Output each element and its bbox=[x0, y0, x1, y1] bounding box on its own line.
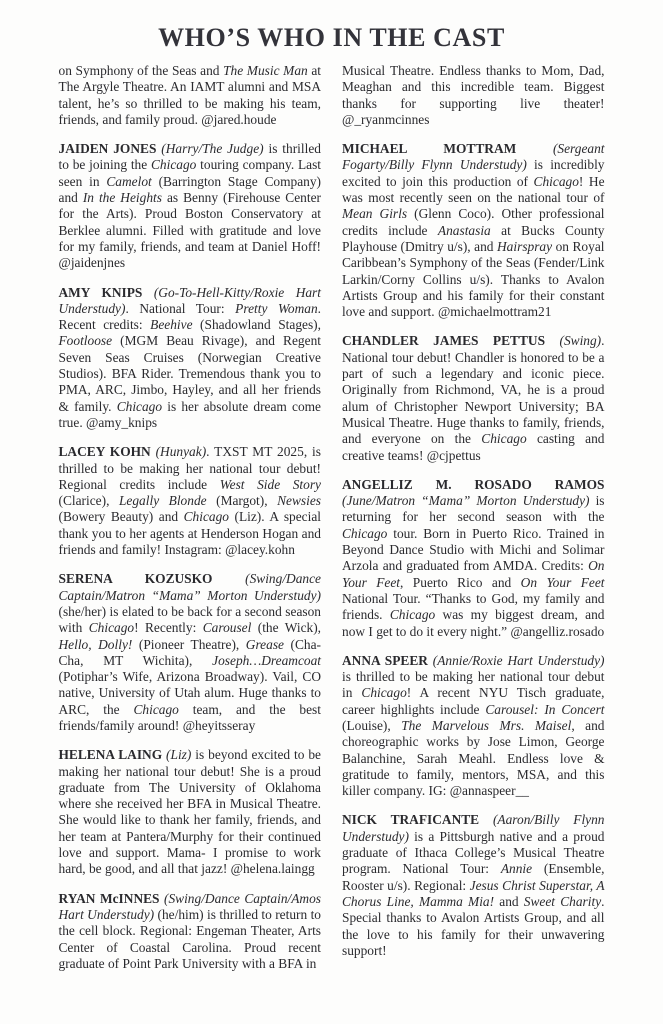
bio-text: . National Tour: bbox=[125, 300, 236, 316]
bio-text: (Shadowland Stages), bbox=[192, 317, 321, 333]
bio-text: (Liz). A special thank you to her agents at Henderson Hogan and friends and family! Instagram: @lacey.kohn bbox=[58, 509, 321, 558]
italic-text: Grease bbox=[245, 636, 284, 652]
italic-text: (Go-To-Hell-Kitty/Roxie Hart Understudy) bbox=[58, 284, 321, 316]
bio-text: is her absolute dream come true. @amy_knips bbox=[58, 398, 321, 430]
bio-text: . National tour debut! Chandler is honored to be a part of such a legendary and iconic piece. Originally from Richmond, VA, he is a proud alum of Christopher Newport University; BA Musical Theatre. Huge thanks to family, friends, and everyone on the bbox=[342, 333, 605, 447]
bio-text: ! A recent NYU Tisch graduate, career highlights include bbox=[342, 685, 605, 717]
italic-text: Beehive bbox=[150, 317, 193, 333]
bio-paragraph bbox=[59, 747, 322, 877]
cast-member-name: LACEY KOHN bbox=[58, 444, 156, 460]
bio-text: as Benny (Firehouse Center for the Arts). Proud Boston Conservatory at Berklee alumni. Filled with gratitude and love for my family, friends, and team at Daniel Hoff! @jaidenjnes bbox=[58, 190, 321, 271]
italic-text: Chicago bbox=[389, 607, 436, 623]
bio-text: is returning for her second season with the bbox=[342, 493, 605, 525]
cast-member-name: RYAN McINNES bbox=[58, 890, 164, 906]
bio-paragraph bbox=[59, 285, 322, 432]
bio-text: National Tour. “Thanks to God, my family and friends. bbox=[342, 590, 605, 623]
bio-text: at Bucks County Playhouse (Dmitry u/s), and bbox=[342, 222, 605, 254]
bio-text: , and choreographic works by Jose Limon, George Balanchine, Sarah Meahl. Endless love & gratitude to family, mentors, MSA, and this killer company. IG: @annaspeer__ bbox=[342, 717, 605, 799]
italic-text: Carousel: In Concert bbox=[485, 701, 605, 717]
italic-text: Jesus Christ Superstar, A Chorus Line, Mamma Mia! bbox=[342, 877, 605, 909]
bio-text: is thrilled to be making her national tour debut in bbox=[342, 669, 605, 701]
bio-text: team, and the best friends/family around! @heyitsseray bbox=[58, 701, 321, 733]
italic-text: (June/Matron “Mama” Morton Understudy) bbox=[342, 493, 590, 509]
bio-columns bbox=[59, 63, 605, 985]
italic-text: Joseph…Dreamcoat bbox=[212, 652, 321, 668]
italic-text: Annie bbox=[500, 861, 533, 877]
bio-text: (Bowery Beauty) and bbox=[58, 509, 184, 525]
bio-text: (Margot), bbox=[206, 493, 278, 509]
bio-text: is a Pittsburgh native and a proud graduate of Ithaca College’s Musical Theatre program. National Tour: bbox=[342, 828, 605, 877]
italic-text: (Aaron/Billy Flynn Understudy) bbox=[342, 812, 605, 844]
bio-text: (Barrington Stage Company) and bbox=[58, 173, 321, 206]
italic-text: On Your Feet bbox=[520, 574, 605, 590]
italic-text: Chicago bbox=[342, 525, 388, 541]
right-column bbox=[342, 63, 605, 985]
left-column bbox=[59, 63, 322, 985]
italic-text: Chicago bbox=[116, 398, 163, 414]
bio-text: (Glenn Coco). Other professional credits include bbox=[342, 206, 605, 238]
bio-text: (he/him) is thrilled to return to the cell block. Regional: Engeman Theater, Arts Center of Coastal Carolina. Proud recent graduate of Point Park University with a BFA in bbox=[58, 906, 321, 971]
bio-paragraph bbox=[59, 571, 322, 734]
italic-text: Camelot bbox=[106, 173, 152, 189]
cast-member-name: AMY KNIPS bbox=[58, 284, 154, 300]
bio-text: casting and creative teams! @cjpettus bbox=[342, 431, 605, 463]
bio-text: (the Wick), bbox=[251, 620, 322, 636]
bio-text: (she/her) is elated to be back for a second season with bbox=[58, 603, 321, 636]
cast-member-name: NICK TRAFICANTE bbox=[342, 812, 493, 828]
bio-paragraph bbox=[342, 477, 605, 640]
italic-text: Newsies bbox=[277, 493, 321, 509]
bio-text: Musical Theatre. Endless thanks to Mom, Dad, Meaghan and this incredible team. Biggest thanks for supporting live theater! @_ryanmcinnes bbox=[342, 63, 605, 127]
bio-text: ! He was most recently seen on the national tour of bbox=[342, 173, 605, 206]
italic-text: West Side Story bbox=[219, 476, 321, 492]
italic-text: The Music Man bbox=[223, 63, 308, 78]
cast-member-name: MICHAEL MOTTRAM bbox=[342, 141, 553, 157]
bio-text: . TXST MT 2025, is thrilled to be making her national tour debut! Regional credits include bbox=[58, 444, 321, 492]
bio-paragraph bbox=[342, 812, 605, 959]
bio-text: and bbox=[494, 893, 524, 909]
bio-text: (Clarice), bbox=[58, 493, 119, 509]
bio-paragraph bbox=[342, 141, 605, 320]
bio-paragraph bbox=[342, 333, 605, 463]
bio-text: is beyond excited to be making her national tour debut! She is a proud graduate from The University of Oklahoma where she received her BFA in Musical Theatre. She would like to thank her family, friends, and her team at Pantera/Murphy for their continued love and support. Mama- I promise to work hard, be good, and all that jazz! @helena.laingg bbox=[58, 747, 321, 877]
bio-paragraph bbox=[59, 891, 322, 972]
bio-text: ! Recently: bbox=[134, 620, 203, 636]
italic-text: Hello, Dolly! bbox=[58, 636, 133, 652]
italic-text: On Your Feet bbox=[342, 558, 605, 590]
bio-text: , Puerto Rico and bbox=[400, 574, 521, 590]
italic-text: (Hunyak) bbox=[155, 444, 207, 460]
italic-text: (Swing) bbox=[559, 333, 602, 349]
italic-text: Chicago bbox=[133, 701, 179, 717]
italic-text: (Liz) bbox=[166, 747, 192, 763]
bio-text: is thrilled to be joining the bbox=[58, 141, 321, 173]
bio-text: (MGM Beau Rivage), and Regent Seven Seas Cruises (Norwegian Creative Studios). BFA Rider. Tremendous thank you to PMA, ARC, Jimbo, Hayley, and all her friends & family. bbox=[58, 333, 321, 414]
cast-member-name: CHANDLER JAMES PETTUS bbox=[342, 333, 560, 349]
bio-paragraph bbox=[59, 63, 322, 128]
italic-text: Anastasia bbox=[437, 222, 491, 238]
italic-text: Chicago bbox=[88, 620, 135, 636]
italic-text: Sweet Charity bbox=[523, 893, 602, 909]
italic-text: Chicago bbox=[361, 685, 407, 701]
italic-text: (Annie/Roxie Hart Understudy) bbox=[432, 652, 605, 668]
italic-text: The Marvelous Mrs. Maisel bbox=[401, 717, 572, 733]
italic-text: Legally Blonde bbox=[118, 493, 207, 509]
italic-text: Chicago bbox=[183, 509, 229, 525]
italic-text: Footloose bbox=[58, 333, 113, 349]
italic-text: (Swing/Dance Captain/Amos Hart Understudy) bbox=[58, 890, 321, 922]
bio-text: (Cha-Cha, MT Wichita), bbox=[58, 636, 322, 668]
cast-member-name: JAIDEN JONES bbox=[58, 141, 162, 157]
cast-member-name: HELENA LAING bbox=[58, 747, 167, 763]
italic-text: (Swing/Dance Captain/Matron “Mama” Morton Understudy) bbox=[58, 571, 321, 603]
italic-text: Chicago bbox=[481, 431, 527, 447]
italic-text: Carousel bbox=[202, 620, 252, 636]
bio-text: (Ensemble, Rooster u/s). Regional: bbox=[342, 861, 605, 893]
italic-text: Chicago bbox=[150, 157, 197, 173]
italic-text: Chicago bbox=[533, 173, 579, 189]
bio-text: . Recent credits: bbox=[58, 300, 321, 333]
bio-text: . Special thanks to Avalon Artists Group, and all the love to his family for their unwavering support! bbox=[342, 893, 605, 958]
bio-text: (Louise), bbox=[342, 717, 402, 733]
bio-text: is incredibly excited to join this production of bbox=[342, 157, 605, 189]
bio-paragraph bbox=[342, 653, 605, 800]
bio-text: tour. Born in Puerto Rico. Trained in Beyond Dance Studio with Michi and Solimar Arzola and graduated from AMDA. Credits: bbox=[342, 525, 605, 574]
cast-member-name: SERENA KOZUSKO bbox=[58, 571, 246, 587]
italic-text: (Sergeant Fogarty/Billy Flynn Understudy) bbox=[342, 141, 605, 173]
bio-text: (Potiphar’s Wife, Arizona Broadway). Vail, CO native, University of Utah alum. Huge thanks to ARC, the bbox=[58, 669, 321, 717]
bio-text: on Symphony of the Seas and bbox=[58, 63, 224, 78]
bio-text: at The Argyle Theatre. An IAMT alumni and MSA talent, he’s so thrilled to be making his team, friends, and family proud. @jared.houde bbox=[58, 63, 322, 127]
italic-text: Pretty Woman bbox=[235, 300, 318, 316]
italic-text: Mean Girls bbox=[342, 206, 408, 222]
bio-paragraph bbox=[59, 444, 322, 558]
bio-text: on Royal Caribbean’s Symphony of the Seas (Fender/Link Larkin/Corny Collins u/s). Thanks to Avalon Artists Group and his family for their constant love and support. @michaelmottram21 bbox=[342, 238, 605, 320]
bio-text: touring company. Last seen in bbox=[58, 157, 322, 189]
bio-paragraph bbox=[59, 141, 322, 271]
bio-text: (Pioneer Theatre), bbox=[132, 636, 246, 652]
italic-text: In the Heights bbox=[82, 190, 162, 206]
italic-text: (Harry/The Judge) bbox=[161, 141, 264, 157]
bio-paragraph bbox=[342, 63, 605, 128]
cast-member-name: ANNA SPEER bbox=[342, 652, 433, 668]
page-title: WHO’S WHO IN THE CAST bbox=[158, 23, 505, 52]
cast-member-name: ANGELLIZ M. ROSADO RAMOS bbox=[342, 476, 605, 492]
italic-text: Hairspray bbox=[497, 238, 553, 254]
bio-text: was my biggest dream, and now I get to do it every night.” @angelliz.rosado bbox=[342, 607, 605, 639]
